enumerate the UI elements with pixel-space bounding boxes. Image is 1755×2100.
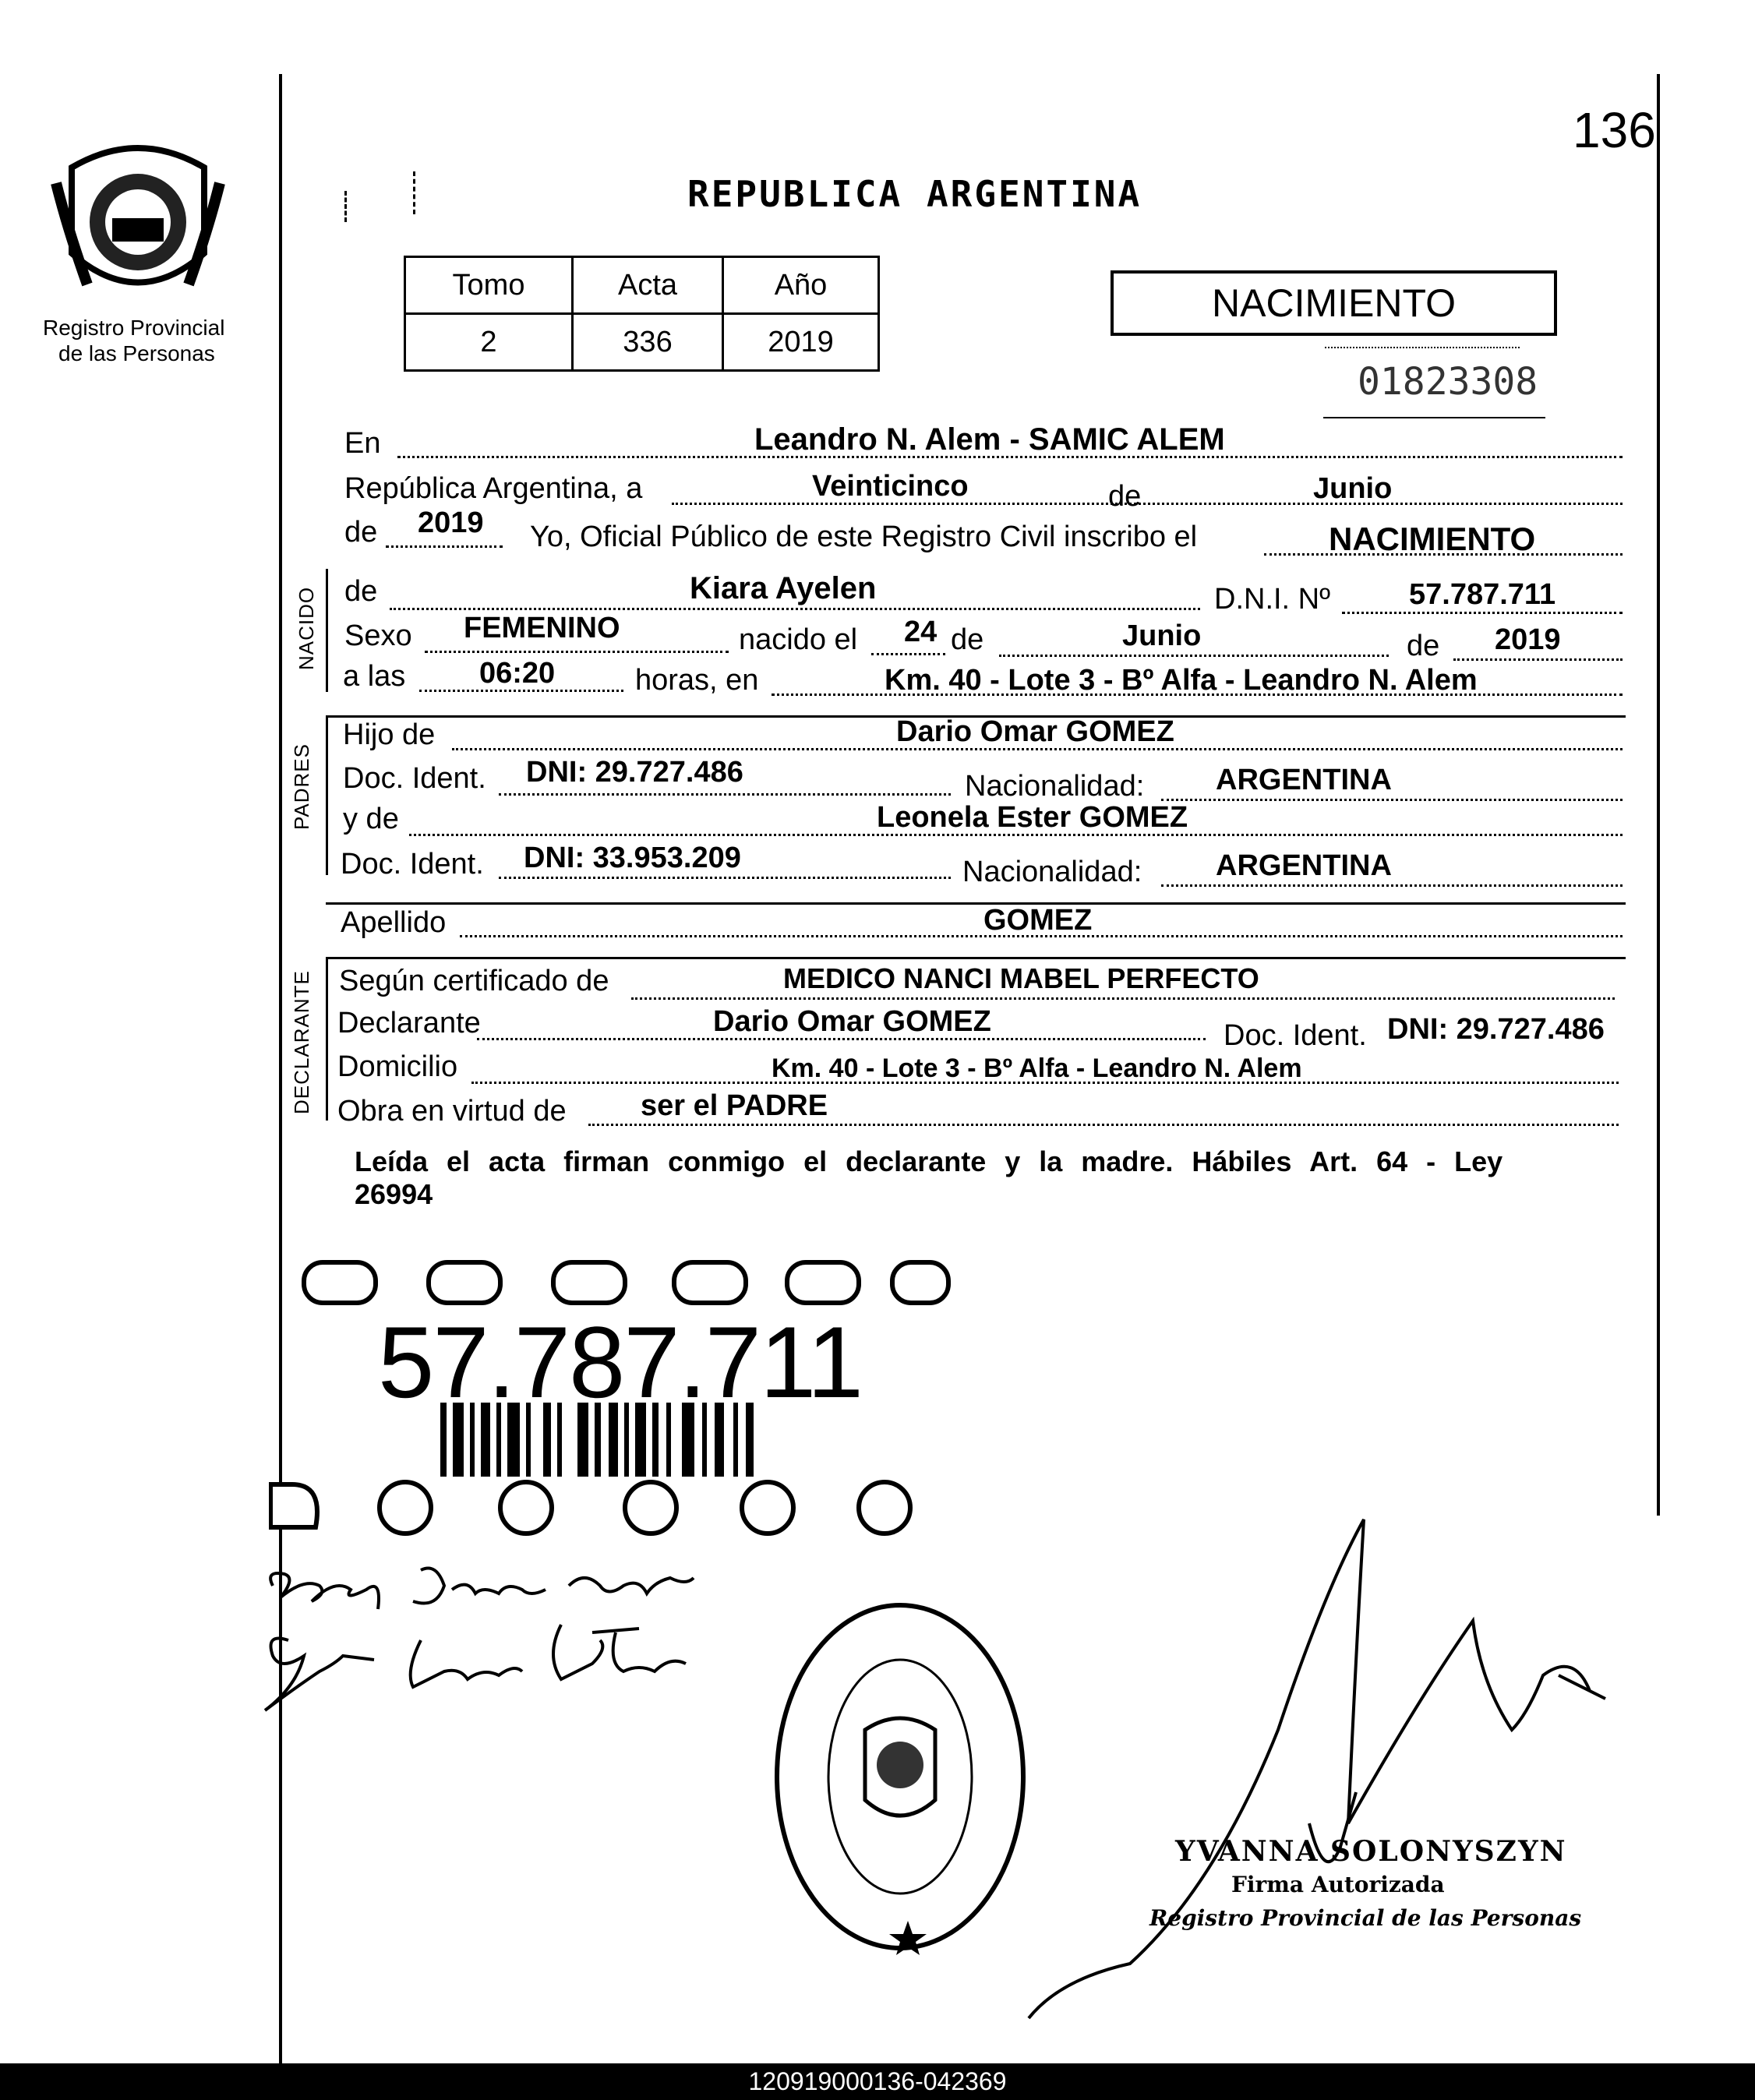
nac-de2-label: de	[1407, 630, 1440, 662]
apellido-value: GOMEZ	[983, 904, 1093, 937]
acta-header: Acta	[573, 257, 723, 314]
doc-type-label: NACIMIENTO	[1212, 281, 1456, 325]
hora-label: a las	[343, 660, 406, 693]
closing-text: Leída el acta firman conmigo el declarante y la madre. Hábiles Art. 64 - Ley 26994	[355, 1145, 1503, 1210]
padres-side-label: PADRES	[290, 743, 313, 830]
inscribo-label: Yo, Oficial Público de este Registro Civil inscribo el	[530, 521, 1198, 553]
official-signature	[1013, 1496, 1637, 2042]
document-title: REPUBLICA ARGENTINA	[687, 173, 1142, 215]
dotted-line	[1342, 612, 1623, 614]
acta-value: 336	[573, 314, 723, 371]
declarante-doc-label: Doc. Ident.	[1224, 1019, 1367, 1052]
anio-header: Año	[723, 257, 879, 314]
nacionalidad-padre: ARGENTINA	[1216, 764, 1392, 796]
padre-doc-label: Doc. Ident.	[343, 762, 486, 795]
dotted-line	[1453, 658, 1623, 661]
declarante-side-label: DECLARANTE	[290, 970, 313, 1114]
anio-inscripcion: 2019	[418, 506, 484, 539]
madre-nac-label: Nacionalidad:	[962, 856, 1142, 888]
nac-de-label: de	[951, 623, 984, 656]
padres-bracket	[326, 715, 328, 875]
obra-value: ser el PADRE	[641, 1089, 828, 1122]
doc-madre: DNI: 33.953.209	[524, 842, 741, 874]
horas-en-label: horas, en	[635, 664, 759, 697]
anio-value: 2019	[723, 314, 879, 371]
province-seal	[48, 136, 228, 312]
doc-type-box	[1111, 270, 1557, 336]
margin-tick	[413, 171, 418, 214]
de-label: de	[1108, 480, 1142, 513]
de2-label: de	[344, 516, 378, 549]
certificado-value: MEDICO NANCI MABEL PERFECTO	[783, 962, 1259, 994]
sexo-value: FEMENINO	[464, 612, 620, 644]
republica-label: República Argentina, a	[344, 472, 643, 505]
domicilio-label: Domicilio	[337, 1050, 458, 1083]
tomo-value: 2	[405, 314, 573, 371]
serial-overline	[1325, 347, 1520, 350]
anio-nacimiento: 2019	[1495, 623, 1561, 656]
mes-nacimiento: Junio	[1122, 619, 1202, 652]
mes-inscripcion: Junio	[1313, 472, 1393, 505]
dia-inscripcion: Veinticinco	[812, 470, 969, 503]
nombre-padre: Dario Omar GOMEZ	[896, 715, 1174, 748]
dotted-line	[631, 997, 1615, 1000]
logo-caption-1: Registro Provincial	[43, 316, 225, 340]
official-office: Registro Provincial de las Personas	[1149, 1905, 1582, 1931]
margin-tick	[344, 191, 349, 222]
dotted-line	[386, 545, 503, 548]
lugar-inscripcion: Leandro N. Alem - SAMIC ALEM	[754, 422, 1225, 457]
nombre-nacido: Kiara Ayelen	[690, 571, 877, 605]
obra-label: Obra en virtud de	[337, 1095, 567, 1128]
left-margin-line	[279, 74, 282, 2069]
dotted-line	[588, 1124, 1619, 1126]
sticker-number: 57.787.711	[378, 1305, 862, 1419]
serial-underline	[1323, 417, 1545, 418]
logo-caption-2: de las Personas	[58, 341, 215, 365]
tipo-inscripcion: NACIMIENTO	[1329, 521, 1536, 557]
nombre-label: de	[344, 575, 378, 608]
dni-nacido: 57.787.711	[1409, 578, 1556, 611]
tomo-acta-table	[404, 256, 880, 372]
dotted-line	[999, 655, 1389, 657]
dotted-line	[871, 653, 945, 655]
dotted-line	[499, 877, 951, 879]
footer-bar	[0, 2063, 1755, 2100]
declarante-value: Dario Omar GOMEZ	[713, 1005, 991, 1038]
dni-label: D.N.I. Nº	[1214, 583, 1330, 616]
footer-code: 120919000136-042369	[748, 2067, 1007, 2095]
hijo-de-label: Hijo de	[343, 718, 436, 751]
y-de-label: y de	[343, 803, 399, 835]
dotted-line	[425, 651, 729, 653]
id-sticker	[269, 1251, 955, 1539]
declarante-bracket	[326, 957, 328, 1121]
hora-nacimiento: 06:20	[479, 657, 556, 690]
page-number: 136	[1573, 102, 1656, 158]
right-margin-line	[1657, 74, 1660, 1516]
official-stamp	[772, 1597, 1029, 1956]
nacido-el-label: nacido el	[739, 623, 858, 656]
official-role: Firma Autorizada	[1231, 1872, 1445, 1897]
doc-padre: DNI: 29.727.486	[526, 756, 743, 789]
declarante-doc: DNI: 29.727.486	[1387, 1013, 1605, 1046]
nombre-madre: Leonela Ester GOMEZ	[877, 801, 1188, 834]
sexo-label: Sexo	[344, 619, 412, 652]
section-divider	[326, 957, 1626, 959]
dia-nacimiento: 24	[904, 616, 938, 648]
domicilio-value: Km. 40 - Lote 3 - Bº Alfa - Leandro N. Alem	[772, 1054, 1302, 1083]
declarante-label: Declarante	[337, 1007, 481, 1039]
en-label: En	[344, 427, 381, 460]
madre-doc-label: Doc. Ident.	[341, 848, 484, 881]
dotted-line	[499, 793, 951, 796]
nacido-bracket	[326, 569, 328, 692]
dotted-line	[1161, 884, 1623, 887]
padre-nac-label: Nacionalidad:	[965, 770, 1145, 803]
dotted-line	[390, 608, 1200, 610]
official-name: YVANNA SOLONYSZYN	[1175, 1835, 1567, 1868]
certificado-label: Según certificado de	[339, 965, 609, 997]
tomo-header: Tomo	[405, 257, 573, 314]
section-divider	[326, 902, 1626, 905]
parents-signatures	[249, 1555, 779, 1742]
nacionalidad-madre: ARGENTINA	[1216, 849, 1392, 882]
apellido-label: Apellido	[341, 906, 447, 939]
serial-number: 01823308	[1358, 360, 1538, 404]
nacido-side-label: NACIDO	[295, 586, 318, 670]
dotted-line	[1161, 799, 1623, 801]
lugar-nacimiento: Km. 40 - Lote 3 - Bº Alfa - Leandro N. Alem	[885, 664, 1478, 697]
